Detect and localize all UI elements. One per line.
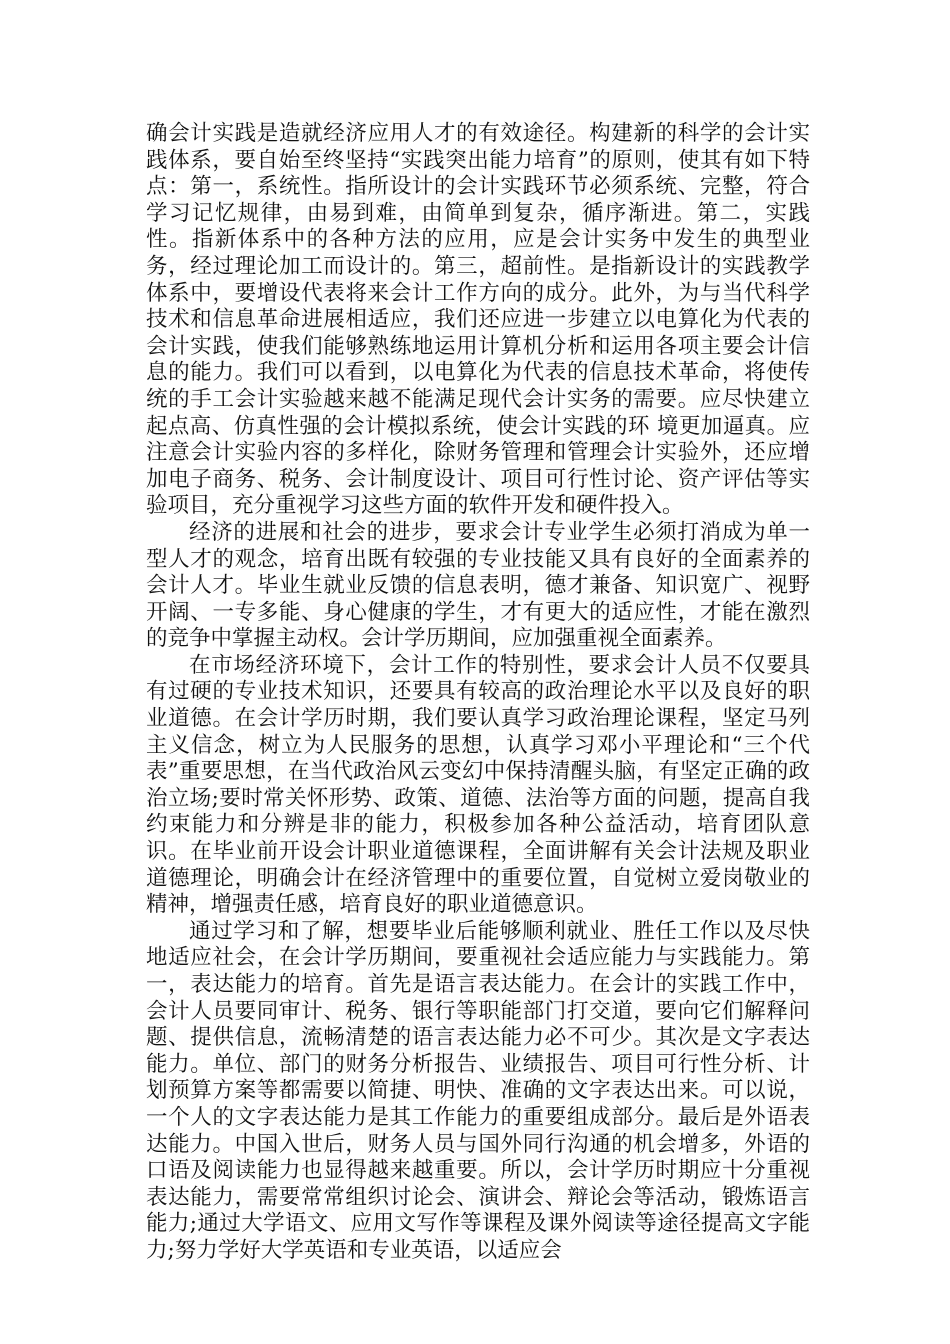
document-page: [146, 121, 810, 1265]
paragraph-4: 通过学习和了解，想要毕业后能够顺利就业、胜任工作以及尽快地适应社会，在会计学历期间，要重视社会适应能力与实践能力。第一，表达能力的培育。首先是语言表达能力。在会计的实践工作中，会计人员要同审计、税务、银行等职能部门打交道，要向它们解释问题、提供信息，流畅清楚的语言表达能力必不可少。其次是文字表达能力。单位、部门的财务分析报告、业绩报告、项目可行性分析、计划预算方案等都需要以简捷、明快、准确的文字表达出来。可以说，一个人的文字表达能力是其工作能力的重要组成部分。最后是外语表达能力。中国入世后，财务人员与国外同行沟通的机会增多，外语的口语及阅读能力也显得越来越重要。所以，会计学历时期应十分重视表达能力，需要常常组织讨论会、演讲会、辩论会等活动，锻炼语言能力;通过大学语文、应用文写作等课程及课外阅读等途径提高文字能力;努力学好大学英语和专业英语，以适应会: [146, 918, 810, 1263]
paragraph-2: 经济的进展和社会的进步，要求会计专业学生必须打消成为单一型人才的观念，培育出既有较强的专业技能又具有良好的全面素养的会计人才。毕业生就业反馈的信息表明，德才兼备、知识宽广、视野开阔、一专多能、身心健康的学生，才有更大的适应性，才能在激烈的竞争中掌握主动权。会计学历期间，应加强重视全面素养。: [146, 519, 810, 652]
paragraph-1: 确会计实践是造就经济应用人才的有效途径。构建新的科学的会计实践体系，要自始至终坚持“实践突出能力培育”的原则，使其有如下特点：第一，系统性。指所设计的会计实践环节必须系统、完整，符合学习记忆规律，由易到难，由简单到复杂，循序渐进。第二，实践性。指新体系中的各种方法的应用，应是会计实务中发生的典型业务，经过理论加工而设计的。第三，超前性。是指新设计的实践教学体系中，要增设代表将来会计工作方向的成分。此外，为与当代科学技术和信息革命进展相适应，我们还应进一步建立以电算化为代表的会计实践，使我们能够熟练地运用计算机分析和运用各项主要会计信息的能力。我们可以看到，以电算化为代表的信息技术革命，将使传统的手工会计实验越来越不能满足现代会计实务的需要。应尽快建立起点高、仿真性强的会计模拟系统，使会计实践的环 境更加逼真。应注意会计实验内容的多样化，除财务管理和管理会计实验外，还应增加电子商务、税务、会计制度设计、项目可行性讨论、资产评估等实验项目，充分重视学习这些方面的软件开发和硬件投入。: [146, 121, 810, 519]
paragraph-3: 在市场经济环境下，会计工作的特别性，要求会计人员不仅要具有过硬的专业技术知识，还要具有较高的政治理论水平以及良好的职业道德。在会计学历时期，我们要认真学习政治理论课程，坚定马列主义信念，树立为人民服务的思想，认真学习邓小平理论和“三个代表”重要思想，在当代政治风云变幻中保持清醒头脑，有坚定正确的政治立场;要时常关怀形势、政策、道德、法治等方面的问题，提高自我约束能力和分辨是非的能力，积极参加各种公益活动，培育团队意识。在毕业前开设会计职业道德课程，全面讲解有关会计法规及职业道德理论，明确会计在经济管理中的重要位置，自觉树立爱岗敬业的精神，增强责任感，培育良好的职业道德意识。: [146, 652, 810, 918]
